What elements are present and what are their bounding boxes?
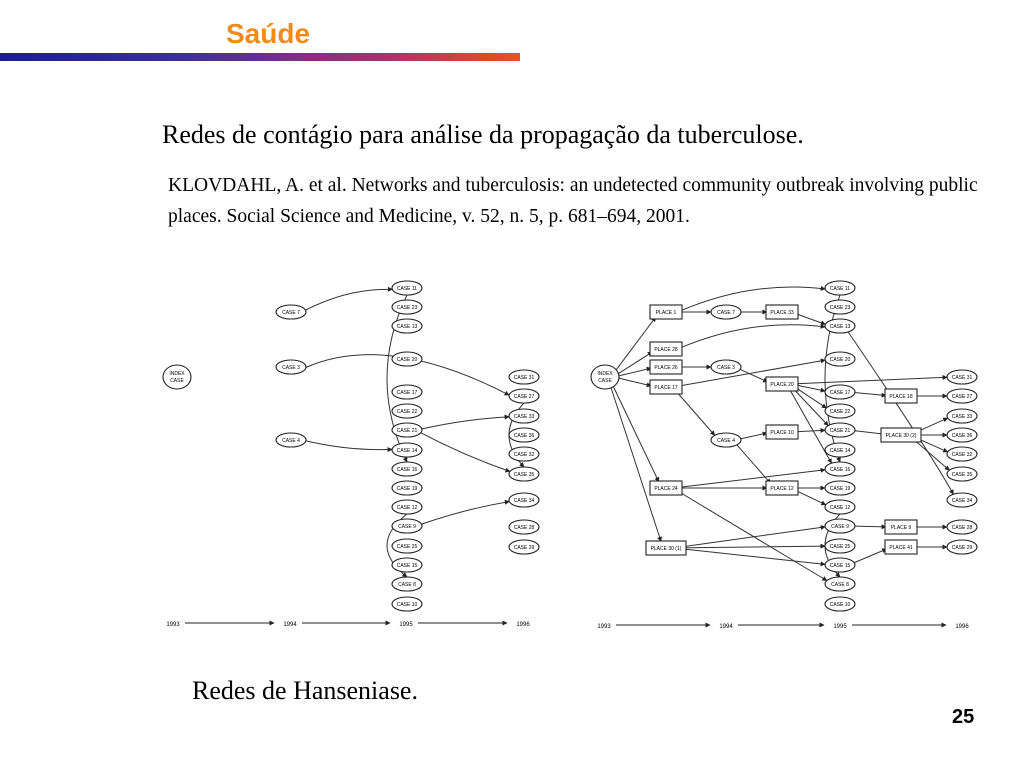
edge-place-20-to-case-31 bbox=[796, 377, 947, 383]
node-label: CASE 9 bbox=[398, 524, 416, 530]
node-label: CASE 36 bbox=[513, 433, 535, 439]
timeline-right bbox=[597, 624, 969, 630]
case-node-case-23 bbox=[825, 300, 855, 314]
edge-place-17-to-case-4 bbox=[676, 392, 714, 436]
edge-place-24-to-case-8 bbox=[678, 491, 827, 580]
case-node-case-3 bbox=[711, 360, 741, 374]
edge-case-15-to-place-41 bbox=[853, 549, 886, 563]
node-label: CASE 13 bbox=[829, 324, 851, 330]
place-node-place-17 bbox=[650, 380, 682, 394]
case-node-case-19 bbox=[825, 481, 855, 495]
case-node-case-19 bbox=[392, 481, 422, 495]
edge-case-13-to-case-34 bbox=[848, 332, 953, 495]
edge-case-9-to-case-34 bbox=[421, 502, 510, 525]
case-node-case-31 bbox=[509, 370, 539, 384]
node-label: CASE 14 bbox=[829, 448, 851, 454]
edge-case-21-to-case-33 bbox=[421, 417, 509, 429]
node-label: CASE 31 bbox=[513, 375, 535, 381]
case-node-case-15 bbox=[825, 558, 855, 572]
place-node-place-26 bbox=[650, 360, 682, 374]
slide-subtitle: Redes de contágio para análise da propagação da tuberculose. bbox=[162, 120, 804, 149]
node-label: CASE 22 bbox=[829, 409, 851, 415]
case-node-case-22 bbox=[392, 404, 422, 418]
case-node-case-11 bbox=[392, 281, 422, 295]
node-label: CASE 12 bbox=[829, 505, 851, 511]
timeline-year-1994: 1994 bbox=[719, 624, 733, 630]
case-node-case-29 bbox=[947, 540, 977, 554]
index-ellipse bbox=[163, 365, 191, 389]
case-node-case-8 bbox=[392, 577, 422, 591]
edge-place-12-to-case-12 bbox=[795, 490, 825, 505]
node-label: CASE 10 bbox=[829, 602, 851, 608]
case-node-case-36 bbox=[947, 428, 977, 442]
edge-case-17-to-place-18 bbox=[854, 392, 886, 395]
place-node-place-30-1 bbox=[646, 541, 686, 555]
node-label: CASE 31 bbox=[951, 375, 973, 381]
node-label: CASE 7 bbox=[717, 310, 735, 316]
node-label: CASE 21 bbox=[829, 428, 851, 434]
node-label: INDEX bbox=[169, 371, 185, 377]
timeline-year-1995: 1995 bbox=[833, 624, 847, 630]
edge-place-30-1-to-case-15 bbox=[680, 549, 825, 565]
place-node-place-30-2 bbox=[881, 428, 921, 442]
figure-caption: Redes de Hanseniase. bbox=[192, 676, 418, 705]
place-node-place-20 bbox=[766, 377, 798, 391]
place-node-place-18 bbox=[885, 389, 917, 403]
node-label: CASE 35 bbox=[951, 472, 973, 478]
node-label: CASE 20 bbox=[829, 357, 851, 363]
node-label: CASE 8 bbox=[398, 582, 416, 588]
edge-index-case-to-place-26 bbox=[619, 368, 651, 376]
timeline-year-1995: 1995 bbox=[399, 622, 413, 628]
case-node-case-4 bbox=[711, 433, 741, 447]
node-label: CASE 28 bbox=[951, 525, 973, 531]
node-label: CASE 17 bbox=[396, 390, 418, 396]
node-label: CASE 14 bbox=[396, 448, 418, 454]
case-node-case-20 bbox=[392, 352, 422, 366]
node-label: PLACE 33 bbox=[770, 310, 794, 316]
node-label: PLACE 18 bbox=[889, 394, 913, 400]
edge-index-case-to-place-30-1 bbox=[610, 384, 661, 542]
case-node-case-36 bbox=[509, 428, 539, 442]
case-node-case-7 bbox=[276, 305, 306, 319]
case-node-case-10 bbox=[825, 597, 855, 611]
edge-case-9-to-place-9 bbox=[854, 526, 886, 527]
edge-case-4-to-place-10 bbox=[740, 433, 767, 439]
node-label: CASE 16 bbox=[829, 467, 851, 473]
edge-place-17-to-case-20 bbox=[680, 360, 825, 386]
case-node-case-17 bbox=[825, 385, 855, 399]
case-node-case-15 bbox=[392, 558, 422, 572]
node-label: PLACE 20 bbox=[770, 382, 794, 388]
case-node-case-23 bbox=[392, 300, 422, 314]
node-label: CASE bbox=[598, 378, 612, 384]
node-label: PLACE 28 bbox=[654, 347, 678, 353]
edge-place-20-to-case-21 bbox=[793, 388, 828, 425]
node-label: CASE 22 bbox=[396, 409, 418, 415]
edge-place-30-1-to-case-25 bbox=[680, 546, 825, 548]
case-node-case-13 bbox=[392, 319, 422, 333]
edge-place-30-1-to-case-9 bbox=[680, 527, 825, 547]
node-label: CASE bbox=[170, 378, 184, 384]
place-node-place-12 bbox=[766, 481, 798, 495]
edge-case-21-to-case-35 bbox=[420, 432, 510, 471]
node-label: PLACE 10 bbox=[770, 430, 794, 436]
node-label: PLACE 30 (2) bbox=[885, 433, 917, 439]
edge-place-28-to-case-13 bbox=[680, 325, 825, 348]
node-label: PLACE 24 bbox=[654, 486, 678, 492]
node-label: CASE 3 bbox=[282, 365, 300, 371]
case-node-case-10 bbox=[392, 597, 422, 611]
case-node-case-28 bbox=[947, 520, 977, 534]
case-node-case-9 bbox=[825, 519, 855, 533]
timeline-year-1996: 1996 bbox=[516, 622, 530, 628]
node-label: CASE 35 bbox=[513, 472, 535, 478]
case-node-case-34 bbox=[509, 493, 539, 507]
network-nodes bbox=[163, 281, 977, 611]
case-node-case-9 bbox=[392, 519, 422, 533]
node-label: CASE 27 bbox=[513, 394, 535, 400]
node-label: CASE 4 bbox=[717, 438, 735, 444]
case-node-case-32 bbox=[947, 447, 977, 461]
case-node-case-31 bbox=[947, 370, 977, 384]
case-node-case-14 bbox=[825, 443, 855, 457]
case-node-case-17 bbox=[392, 385, 422, 399]
node-label: CASE 23 bbox=[829, 305, 851, 311]
node-label: PLACE 12 bbox=[770, 486, 794, 492]
node-label: CASE 19 bbox=[396, 486, 418, 492]
case-node-case-21 bbox=[825, 423, 855, 437]
node-label: CASE 29 bbox=[951, 545, 973, 551]
place-node-place-28 bbox=[650, 342, 682, 356]
node-label: PLACE 30 (1) bbox=[650, 546, 682, 552]
node-label: CASE 27 bbox=[951, 394, 973, 400]
edge-place-1-to-case-11 bbox=[680, 287, 825, 311]
case-node-case-34 bbox=[947, 493, 977, 507]
node-label: CASE 33 bbox=[513, 414, 535, 420]
node-label: PLACE 17 bbox=[654, 385, 678, 391]
place-node-place-33 bbox=[766, 305, 798, 319]
case-node-case-27 bbox=[947, 389, 977, 403]
case-node-index-case bbox=[591, 365, 619, 389]
node-label: PLACE 41 bbox=[889, 545, 913, 551]
timeline-year-1993: 1993 bbox=[166, 622, 180, 628]
node-label: CASE 4 bbox=[282, 438, 300, 444]
node-label: CASE 3 bbox=[717, 365, 735, 371]
reference-citation: KLOVDAHL, A. et al. Networks and tuberculosis: an undetected community outbreak involving public places. Social Science and Medicine, v. 52, n. 5, p. 681–694, 2001. bbox=[168, 175, 978, 227]
case-node-case-35 bbox=[509, 467, 539, 481]
node-label: CASE 9 bbox=[831, 524, 849, 530]
node-label: CASE 10 bbox=[396, 602, 418, 608]
case-node-case-21 bbox=[392, 423, 422, 437]
node-label: CASE 33 bbox=[951, 414, 973, 420]
case-node-case-12 bbox=[825, 500, 855, 514]
place-node-place-1 bbox=[650, 305, 682, 319]
edge-place-10-to-case-21 bbox=[796, 430, 825, 432]
node-label: CASE 15 bbox=[396, 563, 418, 569]
case-node-case-25 bbox=[825, 539, 855, 553]
edge-place-24-to-case-16 bbox=[680, 470, 825, 487]
edge-index-case-to-place-17 bbox=[619, 378, 651, 386]
case-node-case-29 bbox=[509, 540, 539, 554]
place-node-place-10 bbox=[766, 425, 798, 439]
place-node-place-24 bbox=[650, 481, 682, 495]
node-label: CASE 7 bbox=[282, 310, 300, 316]
node-label: CASE 28 bbox=[513, 525, 535, 531]
case-node-case-33 bbox=[947, 409, 977, 423]
node-label: PLACE 26 bbox=[654, 365, 678, 371]
node-label: CASE 21 bbox=[396, 428, 418, 434]
node-label: CASE 25 bbox=[396, 544, 418, 550]
place-node-place-41 bbox=[885, 540, 917, 554]
page-number: 25 bbox=[952, 706, 975, 728]
node-label: PLACE 9 bbox=[890, 525, 912, 531]
case-node-case-4 bbox=[276, 433, 306, 447]
node-label: CASE 17 bbox=[829, 390, 851, 396]
node-label: CASE 25 bbox=[829, 544, 851, 550]
node-label: CASE 34 bbox=[951, 498, 973, 504]
node-label: CASE 13 bbox=[396, 324, 418, 330]
case-node-case-14 bbox=[392, 443, 422, 457]
case-node-case-20 bbox=[825, 352, 855, 366]
node-label: CASE 29 bbox=[513, 545, 535, 551]
case-node-case-16 bbox=[392, 462, 422, 476]
timeline-left bbox=[166, 622, 530, 628]
index-ellipse bbox=[591, 365, 619, 389]
edge-place-30-2-to-case-35 bbox=[913, 439, 950, 470]
slide-title: Saúde bbox=[225, 18, 311, 49]
case-node-case-22 bbox=[825, 404, 855, 418]
case-node-case-13 bbox=[825, 319, 855, 333]
edge-place-33-to-case-13 bbox=[796, 314, 826, 325]
node-label: CASE 32 bbox=[951, 452, 973, 458]
case-node-case-33 bbox=[509, 409, 539, 423]
edge-index-case-to-place-28 bbox=[618, 352, 653, 374]
edge-case-4-to-place-12 bbox=[737, 445, 771, 484]
case-node-case-25 bbox=[392, 539, 422, 553]
timeline-year-1993: 1993 bbox=[597, 624, 611, 630]
node-label: CASE 23 bbox=[396, 305, 418, 311]
case-node-case-12 bbox=[392, 500, 422, 514]
case-node-case-7 bbox=[711, 305, 741, 319]
node-label: CASE 34 bbox=[513, 498, 535, 504]
node-label: CASE 11 bbox=[829, 286, 851, 292]
timeline-year-1994: 1994 bbox=[283, 622, 297, 628]
case-node-case-27 bbox=[509, 389, 539, 403]
node-label: CASE 19 bbox=[829, 486, 851, 492]
edge-case-4-to-case-14 bbox=[305, 441, 392, 450]
node-label: CASE 16 bbox=[396, 467, 418, 473]
case-node-case-3 bbox=[276, 360, 306, 374]
node-label: CASE 36 bbox=[951, 433, 973, 439]
node-label: CASE 32 bbox=[513, 452, 535, 458]
edge-case-7-to-case-11 bbox=[305, 289, 393, 310]
node-label: INDEX bbox=[597, 371, 613, 377]
node-label: CASE 8 bbox=[831, 582, 849, 588]
case-node-case-32 bbox=[509, 447, 539, 461]
case-node-case-35 bbox=[947, 467, 977, 481]
case-node-case-11 bbox=[825, 281, 855, 295]
node-label: CASE 11 bbox=[396, 286, 418, 292]
case-node-case-16 bbox=[825, 462, 855, 476]
case-node-index-case bbox=[163, 365, 191, 389]
case-node-case-8 bbox=[825, 577, 855, 591]
node-label: CASE 12 bbox=[396, 505, 418, 511]
edge-index-case-to-place-24 bbox=[612, 383, 659, 482]
place-node-place-9 bbox=[885, 520, 917, 534]
node-label: PLACE 1 bbox=[655, 310, 677, 316]
node-label: CASE 20 bbox=[396, 357, 418, 363]
timeline-year-1996: 1996 bbox=[955, 624, 969, 630]
case-node-case-28 bbox=[509, 520, 539, 534]
node-label: CASE 15 bbox=[829, 563, 851, 569]
